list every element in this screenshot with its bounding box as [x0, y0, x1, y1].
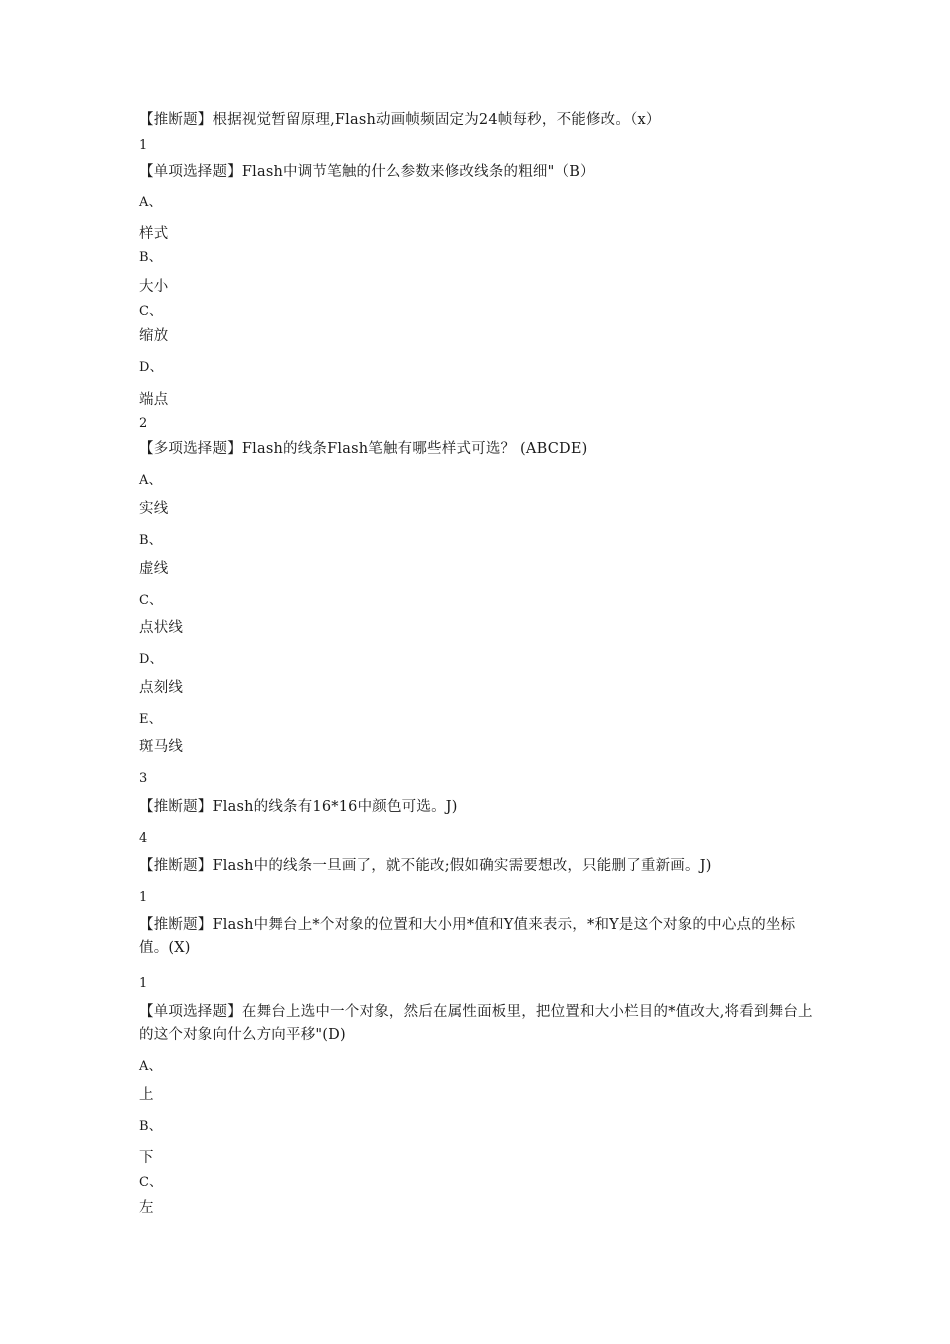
- question-6-text: 【推断题】Flash中舞台上*个对象的位置和大小用*值和Y值来表示，*和Y是这个对象的中心点的坐标值。(X): [139, 917, 796, 956]
- question-number: 1: [139, 138, 148, 153]
- option-label-b: B、: [139, 1119, 162, 1134]
- option-text: 样式: [139, 226, 169, 242]
- question-number: 2: [139, 416, 148, 431]
- option-label-c: C、: [139, 1175, 163, 1190]
- option-text: 虚线: [139, 561, 169, 577]
- question-5-text: 【推断题】Flash中的线条一旦画了，就不能改;假如确实需要想改，只能删了重新画。J): [139, 858, 712, 874]
- option-label-c: C、: [139, 304, 163, 319]
- question-4-text: 【推断题】Flash的线条有16*16中颜色可选。J): [139, 799, 458, 815]
- question-7-text: 【单项选择题】在舞台上选中一个对象，然后在属性面板里，把位置和大小栏目的*值改大,将看到舞台上的这个对象向什么方向平移"(D): [139, 1004, 813, 1043]
- option-label-e: E、: [139, 712, 162, 727]
- option-label-b: B、: [139, 250, 162, 265]
- option-label-b: B、: [139, 533, 162, 548]
- option-text: 大小: [139, 279, 169, 295]
- option-text: 端点: [139, 392, 169, 408]
- option-label-d: D、: [139, 652, 163, 667]
- option-label-a: A、: [139, 195, 162, 210]
- option-text: 缩放: [139, 328, 169, 344]
- option-label-a: A、: [139, 473, 162, 488]
- option-text: 点刻线: [139, 680, 184, 696]
- question-number: 1: [139, 976, 148, 991]
- option-label-c: C、: [139, 593, 163, 608]
- option-label-a: A、: [139, 1059, 162, 1074]
- option-text: 斑马线: [139, 739, 184, 755]
- question-3-text: 【多项选择题】Flash的线条Flash笔触有哪些样式可选？ (ABCDE): [139, 441, 588, 457]
- option-label-d: D、: [139, 360, 163, 375]
- option-text: 左: [139, 1200, 154, 1216]
- question-number: 3: [139, 771, 148, 786]
- question-number: 1: [139, 890, 148, 905]
- option-text: 上: [139, 1087, 154, 1103]
- question-1-text: 【推断题】根据视觉暂留原理,Flash动画帧频固定为24帧每秒，不能修改。（x）: [139, 112, 661, 128]
- question-number: 4: [139, 831, 148, 846]
- option-text: 下: [139, 1150, 154, 1166]
- question-2-text: 【单项选择题】Flash中调节笔触的什么参数来修改线条的粗细"（B）: [139, 164, 595, 180]
- option-text: 实线: [139, 501, 169, 517]
- option-text: 点状线: [139, 620, 184, 636]
